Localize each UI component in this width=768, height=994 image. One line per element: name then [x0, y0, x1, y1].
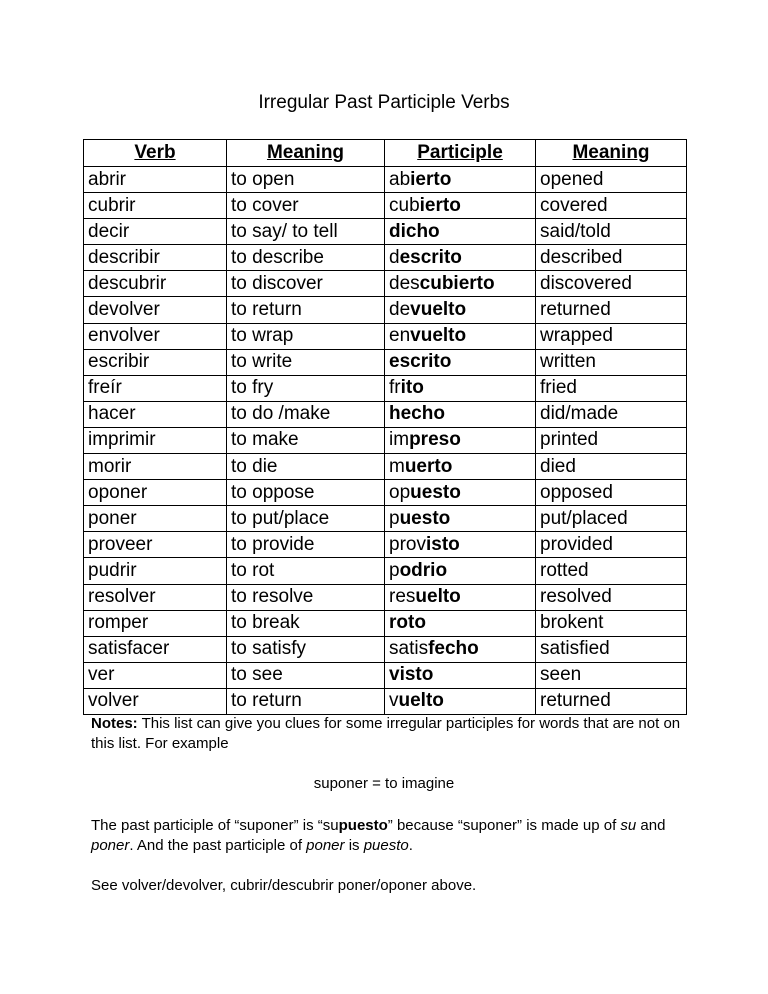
meaning-text: to put/place: [231, 507, 330, 529]
verb-cell: [84, 219, 227, 245]
header-participle: Participle: [385, 140, 536, 167]
meaning-text: to fry: [231, 377, 274, 399]
participle-cell: [385, 584, 536, 610]
participle-meaning-text: wrapped: [540, 325, 613, 347]
meaning-cell: [227, 271, 385, 297]
meaning-cell: [227, 584, 385, 610]
notes-label: Notes:: [91, 715, 138, 732]
participle-ending: ierto: [410, 168, 452, 190]
participle-meaning-text: brokent: [540, 612, 604, 634]
participle-stem: cub: [389, 194, 420, 216]
table-row: [84, 532, 687, 558]
verb-text: oponer: [88, 481, 148, 503]
participle-ending: uerto: [404, 455, 453, 477]
explanation-italic: poner: [306, 837, 345, 854]
participle-stem: prov: [389, 533, 426, 555]
participle-meaning-cell: [536, 219, 687, 245]
verb-cell: [84, 610, 227, 636]
table-row: [84, 584, 687, 610]
meaning-text: to see: [231, 664, 283, 686]
participle-meaning-cell: [536, 167, 687, 193]
meaning-text: to do /make: [231, 403, 331, 425]
participle-ending: vuelto: [410, 325, 467, 347]
participle-meaning-cell: [536, 532, 687, 558]
meaning-text: to break: [231, 612, 300, 634]
participle-ending: dicho: [389, 220, 440, 242]
meaning-cell: [227, 245, 385, 271]
table-row: [84, 349, 687, 375]
table-row: [84, 662, 687, 688]
explanation-text: ” because “suponer” is made up of: [387, 817, 621, 834]
meaning-text: to open: [231, 168, 295, 190]
participle-meaning-text: did/made: [540, 403, 619, 425]
meaning-cell: [227, 506, 385, 532]
verb-text: envolver: [88, 325, 160, 347]
participle-cell: [385, 245, 536, 271]
participle-meaning-cell: [536, 245, 687, 271]
participle-ending: ierto: [419, 194, 461, 216]
verb-cell: [84, 349, 227, 375]
participle-stem: p: [389, 559, 400, 581]
verb-text: satisfacer: [88, 638, 170, 660]
participle-meaning-text: returned: [540, 690, 611, 712]
participle-meaning-text: printed: [540, 429, 599, 451]
participle-cell: [385, 375, 536, 401]
participle-meaning-text: died: [540, 455, 576, 477]
meaning-cell: [227, 610, 385, 636]
participle-cell: [385, 219, 536, 245]
verb-text: decir: [88, 220, 130, 242]
document-title: Irregular Past Participle Verbs: [258, 92, 510, 113]
table-body: [84, 167, 687, 715]
meaning-text: to make: [231, 429, 299, 451]
participle-cell: [385, 532, 536, 558]
participle-cell: [385, 506, 536, 532]
participle-ending: cubierto: [419, 272, 495, 294]
verb-text: freír: [88, 377, 122, 399]
verb-text: proveer: [88, 533, 153, 555]
verb-text: cubrir: [88, 194, 136, 216]
verb-text: hacer: [88, 403, 136, 425]
meaning-text: to return: [231, 299, 302, 321]
explanation-bold: puesto: [338, 817, 388, 834]
participle-ending: odrio: [399, 559, 448, 581]
explanation-italic: puesto: [363, 837, 409, 854]
verb-table: [83, 139, 687, 715]
participle-stem: res: [389, 586, 416, 608]
table-row: [84, 375, 687, 401]
verb-text: descubrir: [88, 272, 167, 294]
verb-cell: [84, 427, 227, 453]
meaning-text: to oppose: [231, 481, 315, 503]
participle-ending: uesto: [399, 507, 451, 529]
participle-cell: [385, 401, 536, 427]
participle-ending: uesto: [410, 481, 461, 503]
explanation-text: .: [408, 837, 413, 854]
participle-meaning-text: resolved: [540, 586, 612, 608]
meaning-cell: [227, 219, 385, 245]
meaning-cell: [227, 636, 385, 662]
verb-text: abrir: [88, 168, 127, 190]
participle-meaning-text: described: [540, 246, 623, 268]
participle-meaning-cell: [536, 584, 687, 610]
participle-meaning-cell: [536, 427, 687, 453]
participle-meaning-text: fried: [540, 377, 577, 399]
verb-cell: [84, 297, 227, 323]
participle-cell: [385, 349, 536, 375]
verb-cell: [84, 375, 227, 401]
participle-meaning-cell: [536, 558, 687, 584]
explanation-text: . And the past participle of: [129, 837, 307, 854]
participle-ending: uelto: [415, 586, 461, 608]
participle-meaning-cell: [536, 271, 687, 297]
participle-meaning-cell: [536, 349, 687, 375]
explanation-italic: poner: [91, 837, 130, 854]
header-verb: Verb: [84, 140, 227, 167]
table-row: [84, 506, 687, 532]
explanation-text: is: [344, 837, 364, 854]
participle-ending: roto: [389, 612, 426, 634]
participle-meaning-text: written: [540, 351, 596, 373]
participle-cell: [385, 454, 536, 480]
explanation-italic: su: [620, 817, 637, 834]
participle-ending: fecho: [428, 638, 479, 660]
table-row: [84, 401, 687, 427]
participle-cell: [385, 662, 536, 688]
meaning-text: to describe: [231, 246, 324, 268]
verb-cell: [84, 506, 227, 532]
notes-intro-text: This list can give you clues for some irregular participles for words that are not on this list. For example: [91, 715, 681, 752]
verb-cell: [84, 662, 227, 688]
meaning-cell: [227, 349, 385, 375]
participle-stem: ab: [389, 168, 411, 190]
table-row: [84, 167, 687, 193]
meaning-cell: [227, 480, 385, 506]
participle-stem: v: [389, 690, 399, 712]
meaning-cell: [227, 532, 385, 558]
verb-text: poner: [88, 507, 137, 529]
participle-meaning-text: covered: [540, 194, 608, 216]
participle-meaning-text: satisfied: [540, 638, 610, 660]
participle-meaning-cell: [536, 662, 687, 688]
participle-stem: fr: [389, 377, 401, 399]
meaning-text: to say/ to tell: [231, 220, 338, 242]
participle-meaning-cell: [536, 688, 687, 714]
notes-intro: [91, 714, 691, 754]
participle-stem: d: [389, 246, 400, 268]
verb-cell: [84, 558, 227, 584]
participle-meaning-cell: [536, 636, 687, 662]
verb-cell: [84, 480, 227, 506]
participle-meaning-cell: [536, 401, 687, 427]
table-row: [84, 219, 687, 245]
table-row: [84, 297, 687, 323]
meaning-cell: [227, 375, 385, 401]
table-row: [84, 558, 687, 584]
meaning-cell: [227, 323, 385, 349]
verb-text: describir: [88, 246, 160, 268]
participle-ending: uelto: [398, 690, 444, 712]
participle-meaning-cell: [536, 480, 687, 506]
participle-cell: [385, 427, 536, 453]
participle-stem: satis: [389, 638, 429, 660]
participle-cell: [385, 193, 536, 219]
meaning-text: to rot: [231, 559, 275, 581]
participle-stem: m: [389, 455, 405, 477]
verb-cell: [84, 167, 227, 193]
verb-text: ver: [88, 664, 115, 686]
table-row: [84, 688, 687, 714]
meaning-cell: [227, 193, 385, 219]
table-row: [84, 636, 687, 662]
participle-ending: preso: [409, 429, 461, 451]
meaning-text: to resolve: [231, 586, 314, 608]
verb-text: imprimir: [88, 429, 156, 451]
meaning-cell: [227, 662, 385, 688]
verb-cell: [84, 636, 227, 662]
verb-text: escribir: [88, 351, 150, 373]
verb-text: resolver: [88, 586, 156, 608]
participle-meaning-text: rotted: [540, 559, 589, 581]
explanation-text: The past participle of “suponer” is “su: [91, 817, 339, 834]
verb-cell: [84, 245, 227, 271]
meaning-cell: [227, 297, 385, 323]
table-row: [84, 480, 687, 506]
verb-text: volver: [88, 690, 139, 712]
participle-meaning-cell: [536, 506, 687, 532]
verb-cell: [84, 401, 227, 427]
meaning-text: to discover: [231, 272, 323, 294]
participle-ending: vuelto: [410, 299, 467, 321]
meaning-cell: [227, 558, 385, 584]
verb-text: devolver: [88, 299, 160, 321]
participle-stem: des: [389, 272, 420, 294]
verb-text: morir: [88, 455, 132, 477]
participle-meaning-cell: [536, 610, 687, 636]
participle-stem: im: [389, 429, 410, 451]
meaning-text: to wrap: [231, 325, 294, 347]
participle-meaning-text: put/placed: [540, 507, 628, 529]
meaning-text: to return: [231, 690, 302, 712]
participle-meaning-cell: [536, 193, 687, 219]
verb-cell: [84, 454, 227, 480]
header-meaning: Meaning: [227, 140, 385, 167]
participle-stem: en: [389, 325, 411, 347]
verb-cell: [84, 532, 227, 558]
notes-see-also: See volver/devolver, cubrir/descubrir poner/oponer above.: [91, 877, 477, 894]
table-header-row: [84, 140, 687, 167]
meaning-cell: [227, 454, 385, 480]
participle-cell: [385, 271, 536, 297]
participle-cell: [385, 167, 536, 193]
meaning-text: to satisfy: [231, 638, 306, 660]
participle-meaning-text: seen: [540, 664, 582, 686]
participle-stem: de: [389, 299, 411, 321]
header-participle-meaning: Meaning: [536, 140, 687, 167]
participle-cell: [385, 610, 536, 636]
participle-cell: [385, 636, 536, 662]
table-row: [84, 610, 687, 636]
participle-cell: [385, 323, 536, 349]
participle-meaning-cell: [536, 323, 687, 349]
participle-meaning-text: said/told: [540, 220, 611, 242]
verb-text: romper: [88, 612, 149, 634]
participle-cell: [385, 688, 536, 714]
meaning-text: to write: [231, 351, 293, 373]
explanation-text: and: [636, 817, 666, 834]
table-row: [84, 193, 687, 219]
meaning-cell: [227, 688, 385, 714]
participle-cell: [385, 480, 536, 506]
notes-example: suponer = to imagine: [313, 775, 455, 792]
verb-cell: [84, 271, 227, 297]
participle-meaning-text: discovered: [540, 272, 632, 294]
participle-stem: op: [389, 481, 411, 503]
participle-ending: ito: [400, 377, 424, 399]
participle-ending: escrito: [389, 351, 452, 373]
participle-cell: [385, 297, 536, 323]
participle-meaning-cell: [536, 375, 687, 401]
table-row: [84, 271, 687, 297]
participle-ending: hecho: [389, 403, 445, 425]
participle-meaning-text: provided: [540, 533, 613, 555]
verb-cell: [84, 193, 227, 219]
verb-cell: [84, 584, 227, 610]
participle-ending: isto: [425, 533, 460, 555]
participle-meaning-cell: [536, 454, 687, 480]
meaning-text: to die: [231, 455, 278, 477]
participle-meaning-text: returned: [540, 299, 611, 321]
notes-explanation: [91, 816, 691, 856]
table-row: [84, 427, 687, 453]
meaning-cell: [227, 167, 385, 193]
table-row: [84, 454, 687, 480]
table-row: [84, 323, 687, 349]
participle-ending: visto: [389, 664, 434, 686]
participle-cell: [385, 558, 536, 584]
meaning-text: to cover: [231, 194, 299, 216]
participle-stem: p: [389, 507, 400, 529]
participle-meaning-text: opposed: [540, 481, 613, 503]
participle-meaning-cell: [536, 297, 687, 323]
participle-ending: escrito: [399, 246, 462, 268]
verb-cell: [84, 323, 227, 349]
verb-text: pudrir: [88, 559, 137, 581]
participle-meaning-text: opened: [540, 168, 604, 190]
meaning-text: to provide: [231, 533, 315, 555]
table-row: [84, 245, 687, 271]
verb-cell: [84, 688, 227, 714]
meaning-cell: [227, 401, 385, 427]
meaning-cell: [227, 427, 385, 453]
